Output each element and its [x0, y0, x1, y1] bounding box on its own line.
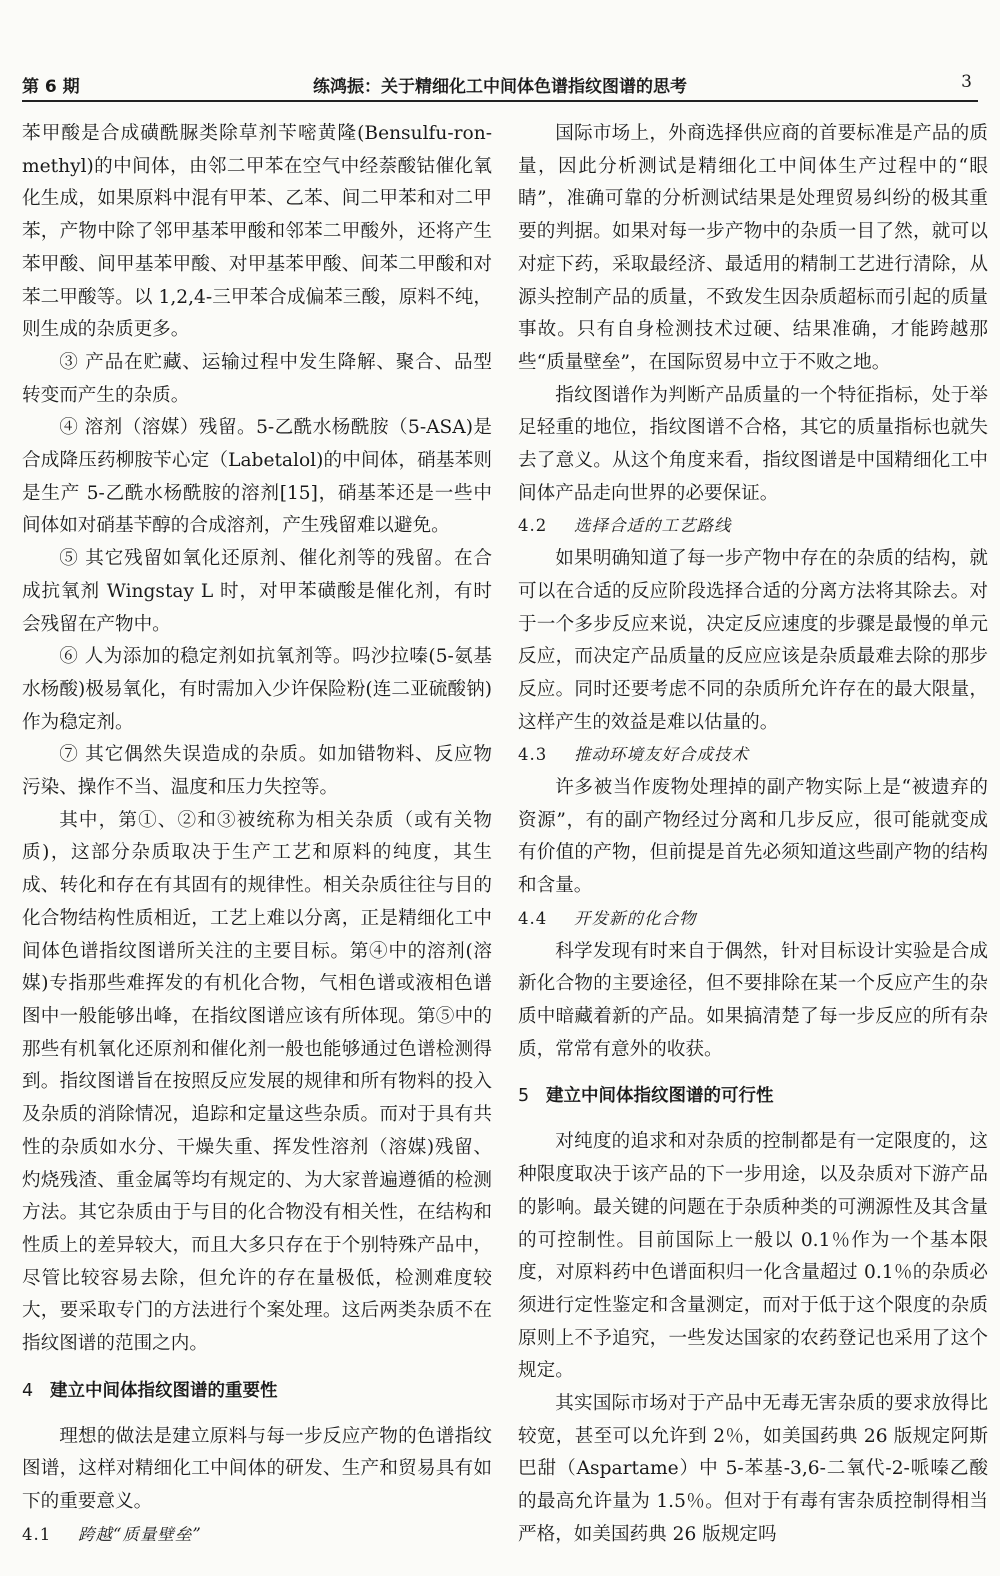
paragraph: 其中，第①、②和③被统称为相关杂质（或有关物质)，这部分杂质取决于生产工艺和原料的纯度，其生成、转化和存在有其固有的规律性。相关杂质往往与目的化合物结构性质相近，工艺上难以分离，正是精细化工中间体色谱指纹图谱所关注的主要目标。第④中的溶剂(溶媒)专指那些难挥发的有机化合物，气相色谱或液相色谱图中一般能够出峰，在指纹图谱应该有所体现。第⑤中的那些有机氧化还原剂和催化剂一般也能够通过色谱检测得到。指纹图谱旨在按照反应发展的规律和所有物料的投入及杂质的消除情况，追踪和定量这些杂质。而对于具有共性的杂质如水分、干燥失重、挥发性溶剂（溶媒)残留、灼烧残渣、重金属等均有规定的、为大家普遍遵循的检测方法。其它杂质由于与目的化合物没有相关性，在结构和性质上的差异较大，而且大多只存在于个别特殊产品中，尽管比较容易去除，但允许的存在量极低，检测难度较大，要采取专门的方法进行个案处理。这后两类杂质不在指纹图谱的范围之内。	[22, 809, 492, 1355]
subsection-number: 4.2	[518, 516, 548, 536]
paragraph: 许多被当作废物处理掉的副产物实际上是“被遗弃的资源”，有的副产物经过分离和几步反应，很可能就变成有价值的产物，但前提是首先必须知道这些副产物的结构和含量。	[518, 777, 988, 897]
impurity-item-3: ③ 产品在贮藏、运输过程中发生降解、聚合、品型转变而产生的杂质。	[22, 351, 492, 406]
impurity-item-5: ⑤ 其它残留如氧化还原剂、催化剂等的残留。在合成抗氧剂 Wingstay L 时，对甲苯磺酸是催化剂，有时会残留在产物中。	[22, 548, 492, 635]
subsection-number: 4.4	[518, 908, 548, 928]
issue-number: 第 6 期	[22, 77, 80, 97]
paragraph: 对纯度的追求和对杂质的控制都是有一定限度的，这种限度取决于该产品的下一步用途，以及杂质对下游产品的影响。最关键的问题在于杂质种类的可溯源性及其含量的可控制性。目前国际上一般以 0.1％作为一个基本限度，对原料药中色谱面积归一化含量超过 0.1％的杂质必须进行定性鉴定和含量测定，而对于低于这个限度的杂质原则上不予追究，一些发达国家的农药登记也采用了这个规定。	[518, 1131, 988, 1382]
subsection-number: 4.3	[518, 745, 548, 765]
subsection-4-3-heading	[518, 739, 988, 772]
impurity-item-4: ④ 溶剂（溶媒）残留。5-乙酰水杨酰胺（5-ASA)是合成降压药柳胺苄心定（Labetalol)的中间体，硝基苯则是生产 5-乙酰水杨酰胺的溶剂[15]，硝基苯还是一些中间体如对硝基苄醇的合成溶剂，产生残留难以避免。	[22, 417, 492, 537]
paragraph: 理想的做法是建立原料与每一步反应产物的色谱指纹图谱，这样对精细化工中间体的研发、生产和贸易具有如下的重要意义。	[22, 1425, 492, 1513]
subsection-title: 开发新的化合物	[574, 908, 697, 928]
section-title: 建立中间体指纹图谱的重要性	[50, 1380, 278, 1401]
subsection-title: 推动环境友好合成技术	[574, 745, 749, 765]
subsection-number: 4.1	[22, 1524, 52, 1544]
paragraph: 如果明确知道了每一步产物中存在的杂质的结构，就可以在合适的反应阶段选择合适的分离方法将其除去。对于一个多步反应来说，决定反应速度的步骤是最慢的单元反应，而决定产品质量的反应应该是杂质最难去除的那步反应。同时还要考虑不同的杂质所允许存在的最大限量，这样产生的效益是难以估量的。	[518, 548, 988, 733]
paragraph: 苯甲酸是合成磺酰脲类除草剂苄嘧黄隆(Bensulfu-ron-methyl)的中间体，由邻二甲苯在空气中经萘酸钴催化氧化生成，如果原料中混有甲苯、乙苯、间二甲苯和对二甲苯，产物中除了邻甲基苯甲酸和邻苯二甲酸外，还将产生苯甲酸、间甲基苯甲酸、对甲基苯甲酸、间苯二甲酸和对苯二甲酸等。以 1,2,4-三甲苯合成偏苯三酸，原料不纯，则生成的杂质更多。	[22, 123, 492, 341]
subsection-4-1-heading	[22, 1519, 492, 1552]
section-title: 建立中间体指纹图谱的可行性	[546, 1086, 774, 1107]
subsection-4-2-heading	[518, 510, 988, 543]
subsection-title: 跨越“质量壁垒”	[78, 1524, 202, 1544]
right-column	[518, 118, 988, 1552]
section-4-heading	[22, 1375, 492, 1407]
running-title: 练鸿振：关于精细化工中间体色谱指纹图谱的思考	[313, 77, 687, 97]
section-number: 4	[22, 1380, 34, 1401]
page-number: 3	[961, 72, 972, 92]
subsection-4-4-heading	[518, 903, 988, 936]
running-header	[22, 66, 978, 102]
left-column	[22, 118, 492, 1552]
paragraph: 其实国际市场对于产品中无毒无害杂质的要求放得比较宽，甚至可以允许到 2％，如美国药典 26 版规定阿斯巴甜（Aspartame）中 5-苯基-3,6-二氧代-2-哌嗪乙酸的最高允许量为 1.5％。但对于有毒有害杂质控制得相当严格，如美国药典 26 版规定吗	[518, 1393, 988, 1545]
paragraph: 科学发现有时来自于偶然，针对目标设计实验是合成新化合物的主要途径，但不要排除在某一个反应产生的杂质中暗藏着新的产品。如果搞清楚了每一步反应的所有杂质，常常有意外的收获。	[518, 940, 988, 1060]
paragraph: 国际市场上，外商选择供应商的首要标准是产品的质量，因此分析测试是精细化工中间体生产过程中的“眼睛”，准确可靠的分析测试结果是处理贸易纠纷的极其重要的判据。如果对每一步产物中的杂质一目了然，就可以对症下药，采取最经济、最适用的精制工艺进行清除，从源头控制产品的质量，不致发生因杂质超标而引起的质量事故。只有自身检测技术过硬、结果准确，才能跨越那些“质量壁垒”，在国际贸易中立于不败之地。	[518, 123, 988, 373]
impurity-item-6: ⑥ 人为添加的稳定剂如抗氧剂等。吗沙拉嗪(5-氨基水杨酸)极易氧化，有时需加入少许保险粉(连二亚硫酸钠)作为稳定剂。	[22, 646, 492, 733]
subsection-title: 选择合适的工艺路线	[574, 516, 732, 536]
paragraph: 指纹图谱作为判断产品质量的一个特征指标，处于举足轻重的地位，指纹图谱不合格，其它的质量指标也就失去了意义。从这个角度来看，指纹图谱是中国精细化工中间体产品走向世界的必要保证。	[518, 384, 988, 504]
section-number: 5	[518, 1086, 530, 1107]
section-5-heading	[518, 1080, 988, 1112]
impurity-item-7: ⑦ 其它偶然失误造成的杂质。如加错物料、反应物污染、操作不当、温度和压力失控等。	[22, 744, 492, 799]
